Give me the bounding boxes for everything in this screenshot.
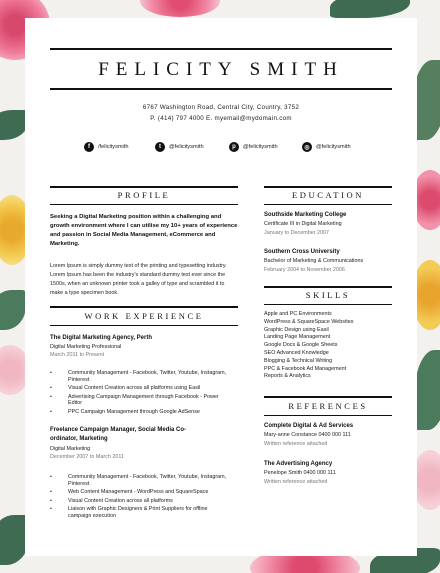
education-school: Southern Cross University	[264, 249, 340, 255]
skills-heading: SKILLS	[305, 290, 351, 300]
education-degree: Bachelor of Marketing & Communications	[264, 258, 364, 264]
social-instagram[interactable]	[302, 142, 351, 152]
list-item: • Liaison with Graphic Designers & Print Suppliers for offline campaign execution	[50, 506, 230, 519]
skills-bottom-rule	[264, 304, 392, 305]
reference-company: Complete Digital & Ad Services	[264, 423, 354, 429]
list-item: • Advertising Campaign Management through Facebook - Power Editor	[50, 394, 230, 407]
pinterest-icon: p	[229, 142, 239, 152]
list-item: PPC & Facebook Ad Management	[264, 365, 347, 372]
list-item: • Web Content Management - WordPress and SquareSpace	[50, 489, 230, 496]
social-handle: @felicitysmith	[169, 144, 204, 150]
education-degree: Certificate III in Digital Marketing	[264, 221, 342, 227]
list-item: WordPress & SquareSpace Websites	[264, 318, 354, 325]
list-item: Reports & Analytics	[264, 373, 311, 380]
social-facebook[interactable]	[84, 142, 128, 152]
social-twitter[interactable]	[155, 142, 204, 152]
list-item: • Community Management - Facebook, Twitter, Youtube, Instagram, Pinterest	[50, 370, 230, 383]
education-heading: EDUCATION	[291, 190, 365, 200]
list-item: • Visual Content Creation across all platforms using Easil	[50, 385, 230, 392]
job-company: Freelance Campaign Manager, Social Media Co-ordinator, Marketing	[50, 427, 187, 442]
work-top-rule	[50, 306, 238, 308]
education-top-rule	[264, 186, 392, 188]
social-pinterest[interactable]	[229, 142, 278, 152]
skills-list	[264, 311, 392, 381]
job-dates: March 2011 to Present	[50, 352, 105, 358]
list-item: Blogging & Technical Writing	[264, 357, 333, 364]
contact-phone-email: P. (414) 797 4000 E. myemail@mydomain.com	[150, 115, 292, 122]
work-bottom-rule	[50, 325, 238, 326]
reference-note: Written reference attached	[264, 479, 328, 485]
header-bottom-rule	[50, 88, 392, 90]
profile-heading: PROFILE	[117, 190, 171, 200]
reference-contact: Penelope Smith 0400 000 111	[264, 470, 336, 476]
list-item: Apple and PC Environments	[264, 311, 332, 317]
profile-top-rule	[50, 186, 238, 188]
list-item: SEO Advanced Knowledge	[264, 349, 329, 356]
education-bottom-rule	[264, 204, 392, 205]
references-top-rule	[264, 396, 392, 398]
instagram-icon: ◎	[302, 142, 312, 152]
references-heading: REFERENCES	[288, 401, 368, 411]
candidate-name: FELICITY SMITH	[98, 59, 344, 80]
social-handle: /felicitysmith	[98, 144, 129, 150]
references-bottom-rule	[264, 415, 392, 416]
education-school: Southside Marketing College	[264, 212, 347, 218]
profile-body: Lorem Ipsum is simply dummy text of the printing and typesetting industry. Lorem Ipsum has been the industry's standard dummy text ever since the 1500s, when an unknown printer took a galley of type and scrambled it to make a type specimen book.	[50, 263, 227, 296]
profile-bottom-rule	[50, 204, 238, 205]
list-item: • Visual Content Creation across all platforms	[50, 498, 230, 505]
job-bullets	[50, 474, 230, 520]
job-bullets	[50, 370, 230, 416]
job-role: Digital Marketing Professional	[50, 344, 122, 350]
job-role: Digital Marketing	[50, 446, 91, 452]
twitter-icon: t	[155, 142, 165, 152]
work-heading: WORK EXPERIENCE	[84, 311, 204, 321]
profile-intro: Seeking a Digital Marketing position within a challenging and growth environment where I can utilise my 10+ years of experience and passion in Social Media Management, eCommerce and Marketing.	[50, 214, 238, 247]
contact-address: 6767 Washington Road, Central City, Country, 3752	[142, 104, 300, 111]
reference-note: Written reference attached	[264, 441, 328, 447]
facebook-icon: f	[84, 142, 94, 152]
reference-company: The Advertising Agency	[264, 461, 333, 467]
list-item: Graphic Design using Easil	[264, 326, 329, 333]
reference-contact: Mary-anne Constance 0400 000 111	[264, 432, 351, 438]
list-item: • PPC Campaign Management through Google AdSense	[50, 409, 230, 416]
list-item: Landing Page Management	[264, 334, 331, 341]
header-top-rule	[50, 48, 392, 50]
social-handle: @felicitysmith	[243, 144, 278, 150]
resume-page	[25, 18, 417, 556]
list-item: Google Docs & Google Sheets	[264, 342, 338, 349]
job-company: The Digital Marketing Agency, Perth	[50, 335, 153, 341]
education-dates: January to December 2007	[264, 230, 330, 236]
skills-top-rule	[264, 286, 392, 288]
education-dates: February 2004 to November 2006	[264, 267, 345, 273]
job-dates: December 2007 to March 2011	[50, 454, 124, 460]
list-item: • Community Management - Facebook, Twitter, Youtube, Instagram, Pinterest	[50, 474, 230, 487]
social-handle: @felicitysmith	[316, 144, 351, 150]
